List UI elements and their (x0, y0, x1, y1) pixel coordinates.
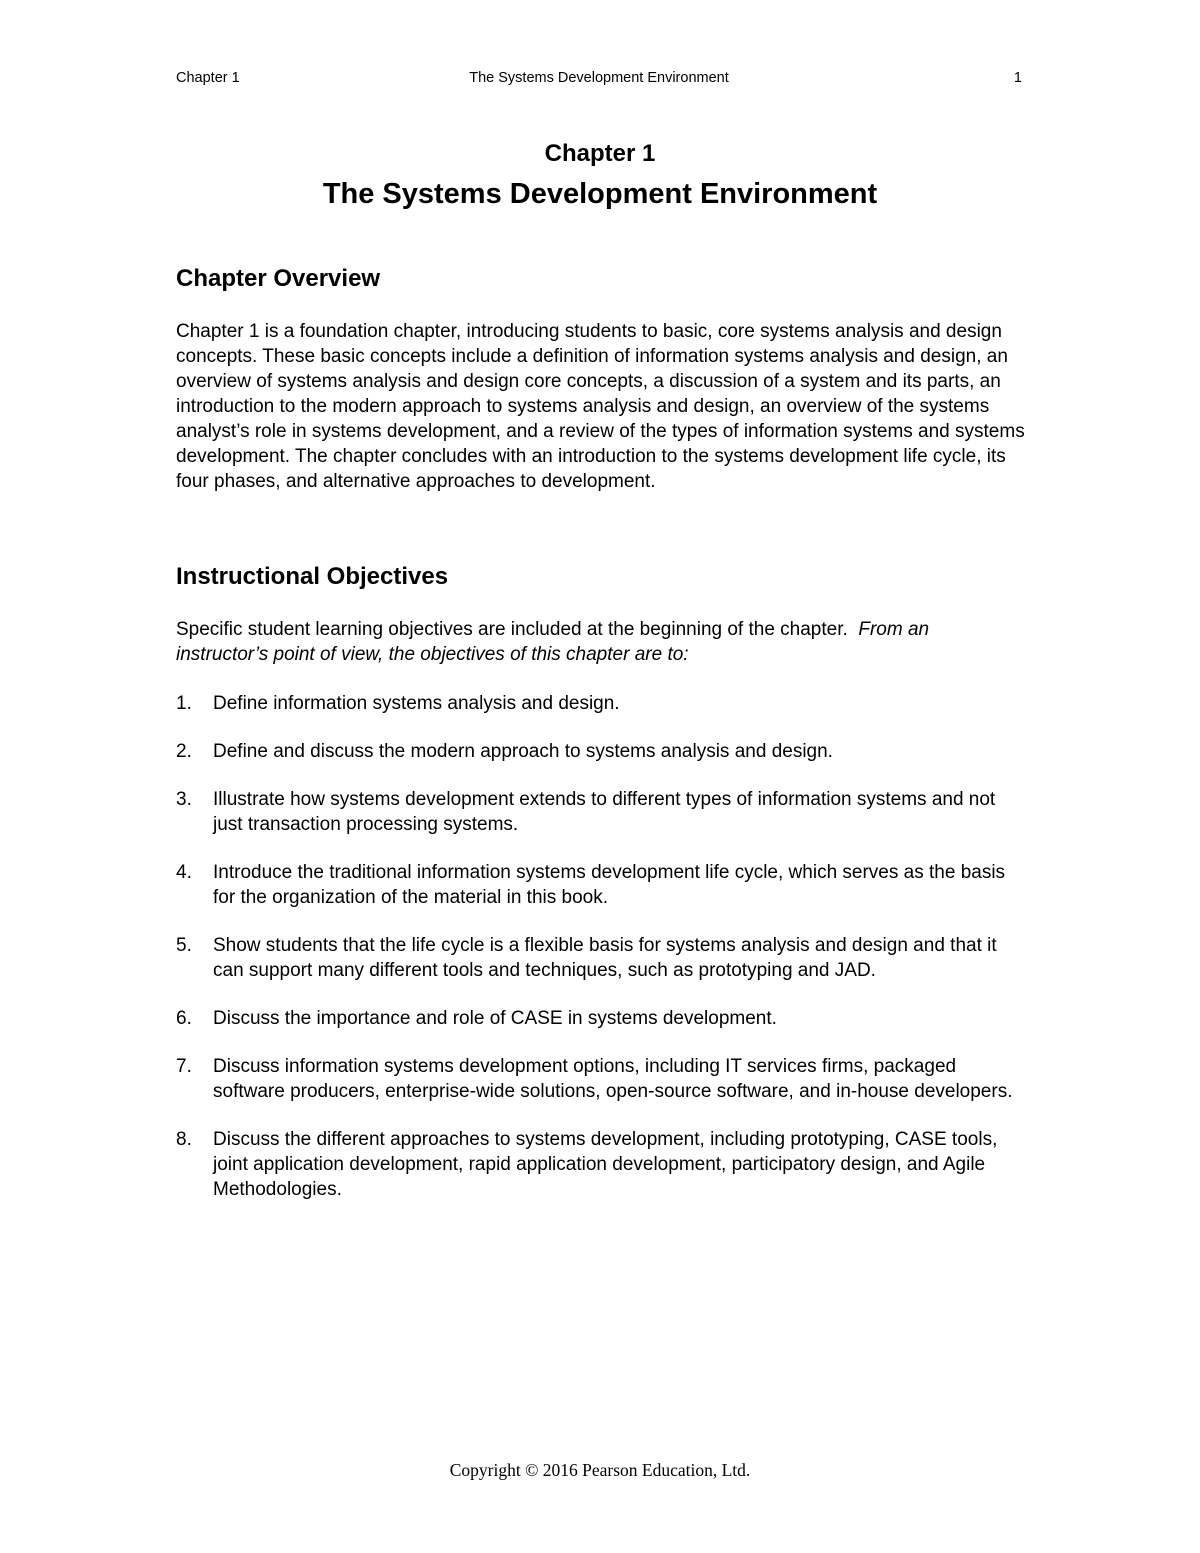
list-item-text: Illustrate how systems development extends to different types of information systems and not just transaction processing systems. (213, 789, 996, 835)
list-item-text: Show students that the life cycle is a flexible basis for systems analysis and design and that it can support many different tools and techniques, such as prototyping and JAD. (213, 935, 997, 981)
objectives-section (176, 562, 1026, 1225)
list-item (176, 787, 1026, 837)
list-item (176, 691, 1026, 716)
list-item-text: Discuss the different approaches to systems development, including prototyping, CASE tools, joint application development, rapid application development, participatory design, and Agile Methodologies. (213, 1129, 998, 1200)
list-item (176, 739, 1026, 764)
objectives-intro-italic: From an instructor’s point of view, the objectives of this chapter are to: (176, 619, 930, 665)
overview-heading: Chapter Overview (176, 265, 381, 292)
list-item-text: Introduce the traditional information systems development life cycle, which serves as the basis for the organization of the material in this book. (213, 862, 1006, 908)
list-item-number: 2. (176, 741, 192, 762)
list-item-number: 6. (176, 1008, 192, 1029)
overview-paragraph: Chapter 1 is a foundation chapter, introducing students to basic, core systems analysis and design concepts. These basic concepts include a definition of information systems analysis and design, an overview of systems analysis and design core concepts, a discussion of a system and its parts, an introduction to the modern approach to systems analysis and design, an overview of the systems analyst’s role in systems development, and a review of the types of information systems and systems development. The chapter concludes with an introduction to the systems development life cycle, its four phases, and alternative approaches to development. (176, 321, 1025, 492)
page-title: The Systems Development Environment (322, 178, 878, 210)
list-item-number: 5. (176, 935, 192, 956)
list-item-number: 8. (176, 1129, 192, 1150)
objectives-heading: Instructional Objectives (176, 563, 449, 590)
list-item (176, 933, 1026, 983)
list-item-number: 7. (176, 1056, 192, 1077)
list-item-text: Discuss information systems development options, including IT services firms, packaged software producers, enterprise-wide solutions, open-source software, and in-house developers. (213, 1056, 1013, 1102)
chapter-label: Chapter 1 (544, 140, 656, 167)
objectives-list (176, 691, 1026, 1202)
list-item (176, 1006, 1026, 1031)
list-item (176, 1054, 1026, 1104)
copyright-footer: Copyright © 2016 Pearson Education, Ltd. (449, 1460, 751, 1480)
list-item-number: 3. (176, 789, 192, 810)
overview-section (176, 264, 1026, 494)
list-item-text: Define and discuss the modern approach to systems analysis and design. (213, 741, 833, 762)
list-item-number: 1. (176, 693, 192, 714)
objectives-intro (176, 617, 1026, 667)
list-item-text: Discuss the importance and role of CASE in systems development. (213, 1008, 777, 1029)
list-item-text: Define information systems analysis and design. (213, 693, 620, 714)
objectives-intro-text: Specific student learning objectives are included at the beginning of the chapter. (176, 619, 848, 640)
list-item (176, 1127, 1026, 1202)
list-item-number: 4. (176, 862, 192, 883)
header-page-number: 1 (1013, 70, 1022, 86)
running-header (176, 70, 1022, 92)
header-title: The Systems Development Environment (469, 70, 729, 86)
list-item (176, 860, 1026, 910)
header-chapter: Chapter 1 (176, 70, 240, 86)
